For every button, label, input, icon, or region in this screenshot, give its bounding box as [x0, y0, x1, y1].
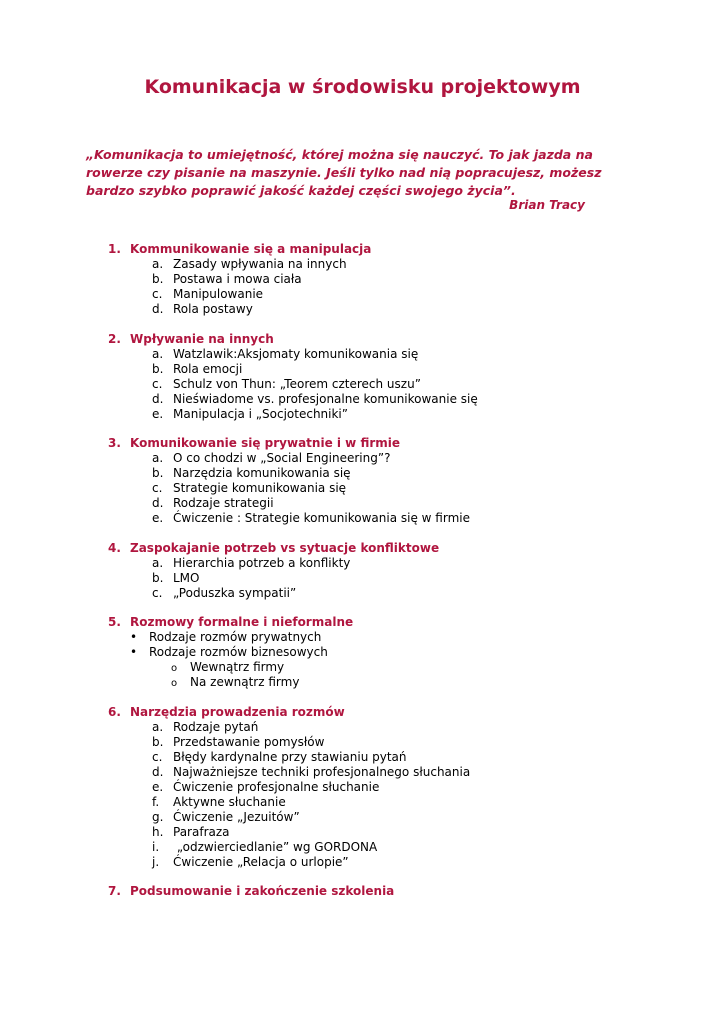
section-heading — [108, 884, 394, 899]
list-marker: j. — [152, 855, 160, 869]
list-item — [108, 302, 371, 317]
section-heading — [108, 541, 439, 556]
list-item-text: Rodzaje strategii — [173, 496, 274, 510]
list-item-text: Hierarchia potrzeb a konflikty — [173, 556, 351, 570]
list-item — [108, 586, 439, 601]
list-item-text: Rodzaje rozmów biznesowych — [149, 645, 328, 659]
list-item-text: Ćwiczenie : Strategie komunikowania się w firmie — [173, 511, 470, 525]
section-6 — [108, 705, 470, 870]
bullet-item — [108, 645, 353, 660]
list-marker: a. — [152, 347, 164, 361]
section-number: 4. — [108, 541, 121, 555]
list-item — [108, 780, 470, 795]
list-item — [108, 257, 371, 272]
list-item-text: Manipulacja i „Socjotechniki” — [173, 407, 348, 421]
section-number: 1. — [108, 242, 121, 256]
list-item-text: O co chodzi w „Social Engineering”? — [173, 451, 391, 465]
list-marker: f. — [152, 795, 160, 809]
list-marker: c. — [152, 377, 163, 391]
list-item-text: Najważniejsze techniki profesjonalnego słuchania — [173, 765, 471, 779]
list-item-text: Parafraza — [173, 825, 230, 839]
list-marker: a. — [152, 451, 164, 465]
list-marker: c. — [152, 586, 163, 600]
section-2 — [108, 332, 478, 422]
list-marker: h. — [152, 825, 164, 839]
section-number: 3. — [108, 436, 121, 450]
list-item — [108, 855, 470, 870]
list-item — [108, 720, 470, 735]
list-item — [108, 571, 439, 586]
list-item-text: Ćwiczenie „Jezuitów” — [173, 810, 300, 824]
bullet-marker: • — [130, 630, 138, 644]
list-item — [108, 750, 470, 765]
section-number: 2. — [108, 332, 121, 346]
section-heading — [108, 615, 353, 630]
list-item-text: Postawa i mowa ciała — [173, 272, 302, 286]
list-item — [108, 287, 371, 302]
document-title: Komunikacja w środowisku projektowym — [144, 76, 581, 98]
list-marker: d. — [152, 496, 164, 510]
sub-bullet-item — [108, 660, 353, 675]
section-heading — [108, 332, 478, 347]
list-marker: a. — [152, 720, 164, 734]
section-5 — [108, 615, 353, 690]
section-4 — [108, 541, 439, 601]
section-title: Narzędzia prowadzenia rozmów — [130, 705, 345, 719]
list-item-text: Zasady wpływania na innych — [173, 257, 347, 271]
bullet-item — [108, 630, 353, 645]
quote-text: „Komunikacja to umiejętność, której można się nauczyć. To jak jazda na rowerze czy pisanie na maszynie. Jeśli tylko nad nią popracujesz, możesz bardzo szybko poprawić jakość każdej części swojego życia”. — [86, 147, 602, 198]
section-title: Wpływanie na innych — [130, 332, 274, 346]
list-marker: c. — [152, 750, 163, 764]
list-item — [108, 466, 470, 481]
list-item-text: „Poduszka sympatii” — [173, 586, 297, 600]
list-item — [108, 556, 439, 571]
list-item — [108, 765, 470, 780]
sub-bullet-marker: o — [171, 678, 178, 689]
list-item — [108, 451, 470, 466]
list-item-text: Na zewnątrz firmy — [190, 675, 300, 689]
list-marker: a. — [152, 257, 164, 271]
section-number: 6. — [108, 705, 121, 719]
list-item-text: Błędy kardynalne przy stawianiu pytań — [173, 750, 407, 764]
list-marker: e. — [152, 511, 164, 525]
list-item-text: LMO — [173, 571, 200, 585]
list-marker: b. — [152, 362, 164, 376]
list-item — [108, 377, 478, 392]
list-marker: g. — [152, 810, 164, 824]
section-1 — [108, 242, 371, 317]
list-marker: d. — [152, 765, 164, 779]
list-item — [108, 825, 470, 840]
list-item — [108, 810, 470, 825]
section-title: Podsumowanie i zakończenie szkolenia — [130, 884, 395, 898]
section-title: Zaspokajanie potrzeb vs sytuacje konfliktowe — [130, 541, 440, 555]
section-title: Komunikowanie się prywatnie i w firmie — [130, 436, 401, 450]
list-marker: i. — [152, 840, 160, 854]
section-number: 7. — [108, 884, 121, 898]
list-item — [108, 511, 470, 526]
quote-author: Brian Tracy — [509, 198, 585, 212]
section-heading — [108, 705, 470, 720]
list-item — [108, 496, 470, 511]
section-number: 5. — [108, 615, 121, 629]
list-marker: b. — [152, 272, 164, 286]
section-title: Kommunikowanie się a manipulacja — [130, 242, 372, 256]
list-item-text: Nieświadome vs. profesjonalne komunikowanie się — [173, 392, 478, 406]
list-item-text: Wewnątrz firmy — [190, 660, 285, 674]
section-7 — [108, 884, 394, 899]
list-item-text: Aktywne słuchanie — [173, 795, 286, 809]
list-item-text: Przedstawanie pomysłów — [173, 735, 325, 749]
section-title: Rozmowy formalne i nieformalne — [130, 615, 354, 629]
list-item — [108, 795, 470, 810]
list-marker: e. — [152, 407, 164, 421]
section-3 — [108, 436, 470, 526]
list-marker: e. — [152, 780, 164, 794]
list-item — [108, 407, 478, 422]
list-marker: d. — [152, 392, 164, 406]
list-item — [108, 392, 478, 407]
list-item — [108, 481, 470, 496]
list-item-text: Schulz von Thun: „Teorem czterech uszu” — [173, 377, 421, 391]
list-item — [108, 735, 470, 750]
list-item-text: „odzwierciedlanie” wg GORDONA — [173, 840, 378, 854]
list-marker: b. — [152, 735, 164, 749]
list-marker: c. — [152, 287, 163, 301]
section-heading — [108, 242, 371, 257]
list-item-text: Narzędzia komunikowania się — [173, 466, 351, 480]
list-marker: d. — [152, 302, 164, 316]
list-item — [108, 272, 371, 287]
list-item — [108, 347, 478, 362]
list-item-text: Ćwiczenie profesjonalne słuchanie — [173, 780, 380, 794]
list-item-text: Rodzaje pytań — [173, 720, 259, 734]
list-item-text: Ćwiczenie „Relacja o urlopie” — [173, 855, 349, 869]
bullet-marker: • — [130, 645, 138, 659]
section-heading — [108, 436, 470, 451]
list-item-text: Watzlawik:Aksjomaty komunikowania się — [173, 347, 419, 361]
list-marker: b. — [152, 466, 164, 480]
list-marker: b. — [152, 571, 164, 585]
list-item-text: Rola emocji — [173, 362, 243, 376]
list-item — [108, 362, 478, 377]
list-item-text: Strategie komunikowania się — [173, 481, 347, 495]
list-item — [108, 840, 470, 855]
list-item-text: Rola postawy — [173, 302, 253, 316]
sub-bullet-marker: o — [171, 663, 178, 674]
list-marker: a. — [152, 556, 164, 570]
list-marker: c. — [152, 481, 163, 495]
sub-bullet-item — [108, 675, 353, 690]
list-item-text: Manipulowanie — [173, 287, 264, 301]
list-item-text: Rodzaje rozmów prywatnych — [149, 630, 322, 644]
